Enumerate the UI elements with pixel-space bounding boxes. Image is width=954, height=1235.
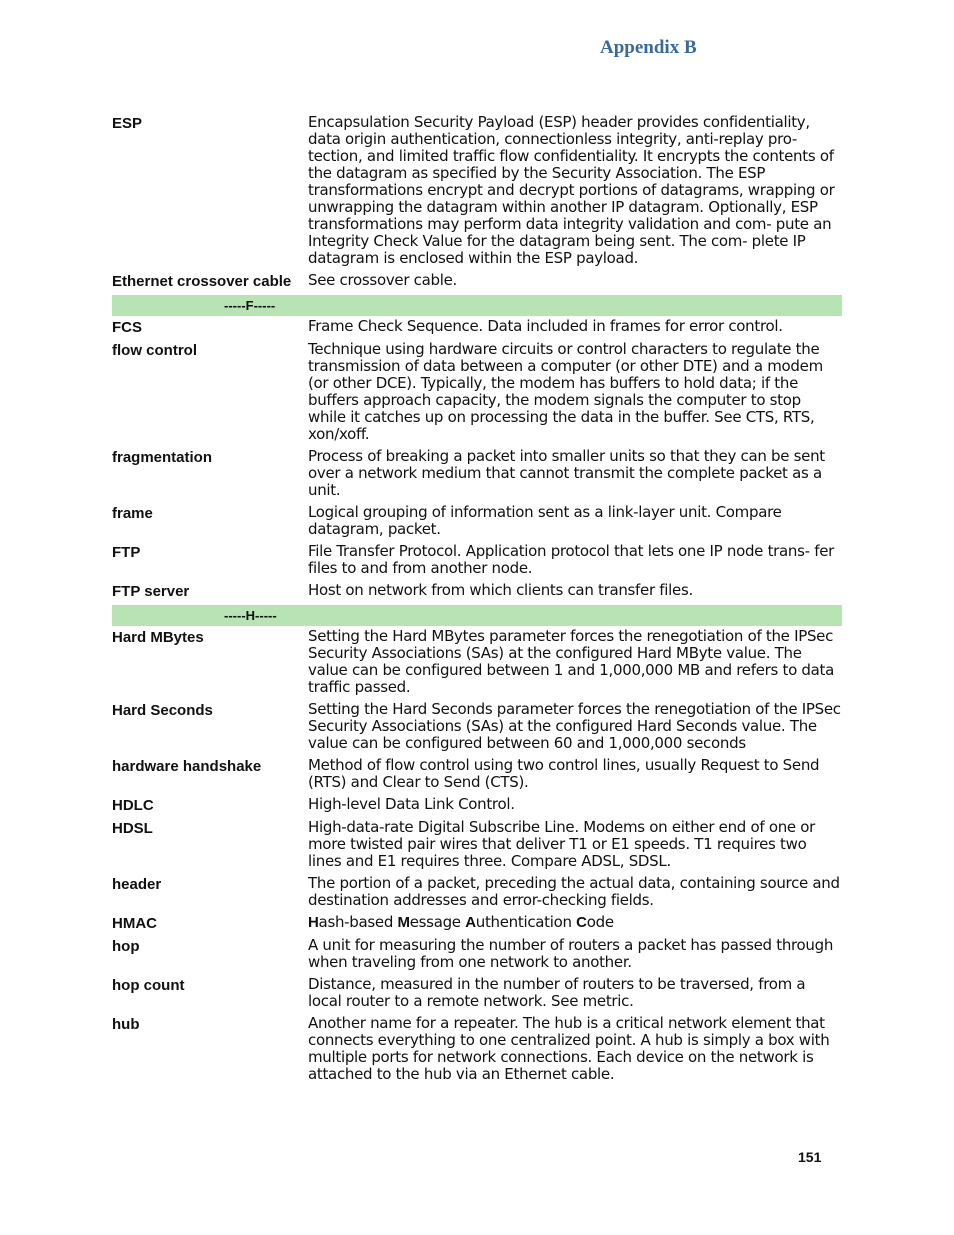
- glossary-entry: [112, 114, 842, 267]
- acronym-word-part: ode: [586, 913, 614, 931]
- glossary-entry: [112, 582, 842, 600]
- entry-term: header: [112, 876, 162, 893]
- entry-definition: Setting the Hard Seconds parameter forces the renegotiation of the IPSec Security Associations (SAs) at the configured Hard Seconds value. The value can be configured between 60 and 1,000,000 seconds: [308, 700, 841, 752]
- acronym-letter: M: [397, 914, 410, 931]
- glossary-entry: [112, 757, 842, 791]
- section-header-f: -----F-----: [112, 295, 842, 316]
- acronym-letter: H: [308, 914, 319, 931]
- glossary-entry: [112, 504, 842, 538]
- entry-term: Ethernet crossover cable: [112, 273, 292, 290]
- entry-definition: Process of breaking a packet into smaller units so that they can be sent over a network medium that cannot transmit the complete packet as a unit.: [308, 447, 825, 499]
- acronym-letter: A: [465, 914, 476, 931]
- entry-definition: High-level Data Link Control.: [308, 795, 515, 813]
- entry-definition: Method of flow control using two control lines, usually Request to Send (RTS) and Clear to Send (CTS).: [308, 756, 820, 791]
- entry-term: Hard Seconds: [112, 702, 213, 719]
- acronym-word-part: uthentication: [475, 913, 577, 931]
- entry-definition: Distance, measured in the number of routers to be traversed, from a local router to a remote network. See metric.: [308, 975, 806, 1010]
- entry-definition: Frame Check Sequence. Data included in frames for error control.: [308, 317, 783, 335]
- glossary-entry: [112, 448, 842, 499]
- entry-definition: See crossover cable.: [308, 271, 457, 289]
- entry-definition: Encapsulation Security Payload (ESP) header provides confidentiality, data origin authentication, connectionless integrity, anti-replay pro- tection, and limited traffic flow confidentiality. It encrypts the contents of the datagram as specified by the Security Association. The ESP transformations encrypt and decrypt portions of datagrams, wrapping or unwrapping the datagram within another IP datagram. Optionally, ESP transformations may perform data integrity validation and com- pute an Integrity Check Value for the datagram being sent. The com- plete IP datagram is enclosed within the ESP payload.: [308, 113, 835, 267]
- glossary-entry: [112, 628, 842, 696]
- glossary-entry: [112, 318, 842, 336]
- entry-term: hub: [112, 1016, 140, 1033]
- glossary-entry: [112, 1015, 842, 1083]
- entry-term: HDSL: [112, 820, 153, 837]
- page-number: 151: [798, 1149, 822, 1165]
- entry-term: Hard MBytes: [112, 629, 204, 646]
- entry-term: FCS: [112, 319, 142, 336]
- entry-term: hardware handshake: [112, 758, 262, 775]
- glossary-entry: [112, 341, 842, 443]
- glossary-entry: [112, 701, 842, 752]
- entry-term: HDLC: [112, 797, 154, 814]
- glossary-entry: [112, 796, 842, 814]
- glossary-entry: [112, 543, 842, 577]
- glossary-entries: [112, 114, 842, 1088]
- entry-term: ESP: [112, 115, 143, 132]
- entry-definition: Setting the Hard MBytes parameter forces the renegotiation of the IPSec Security Associations (SAs) at the configured Hard MByte value. The value can be configured between 1 and 1,000,000 MB and refers to data traffic passed.: [308, 627, 835, 696]
- appendix-title: Appendix B: [600, 37, 697, 58]
- acronym-letter: C: [576, 914, 587, 931]
- section-header-h: -----H-----: [112, 605, 842, 626]
- entry-term: FTP: [112, 544, 141, 561]
- entry-definition: High-data-rate Digital Subscribe Line. Modems on either end of one or more twisted pair wires that deliver T1 or E1 speeds. T1 requires two lines and E1 requires three. Compare ADSL, SDSL.: [308, 818, 816, 870]
- entry-term: hop: [112, 938, 140, 955]
- entry-definition: Another name for a repeater. The hub is a critical network element that connects everything to one centralized point. A hub is simply a box with multiple ports for network connections. Each device on the network is attached to the hub via an Ethernet cable.: [308, 1014, 830, 1083]
- glossary-entry: [112, 819, 842, 870]
- entry-definition: File Transfer Protocol. Application protocol that lets one IP node trans- fer files to and from another node.: [308, 542, 834, 577]
- acronym-word-part: ash-based: [318, 913, 398, 931]
- entry-term: flow control: [112, 342, 197, 359]
- glossary-entry: [112, 976, 842, 1010]
- entry-definition: [308, 914, 842, 932]
- entry-term: hop count: [112, 977, 185, 994]
- entry-definition: The portion of a packet, preceding the actual data, containing source and destination addresses and error-checking fields.: [308, 874, 840, 909]
- entry-term: HMAC: [112, 915, 157, 932]
- entry-term: frame: [112, 505, 153, 522]
- glossary-entry: [112, 272, 842, 290]
- glossary-entry: [112, 914, 842, 932]
- entry-definition: A unit for measuring the number of routers a packet has passed through when traveling from one network to another.: [308, 936, 834, 971]
- entry-definition: Host on network from which clients can transfer files.: [308, 581, 693, 599]
- entry-term: FTP server: [112, 583, 190, 600]
- glossary-entry: [112, 937, 842, 971]
- entry-term: fragmentation: [112, 449, 213, 466]
- glossary-entry: [112, 875, 842, 909]
- entry-definition: Logical grouping of information sent as a link-layer unit. Compare datagram, packet.: [308, 503, 782, 538]
- entry-definition: Technique using hardware circuits or control characters to regulate the transmission of data between a computer (or other DTE) and a modem (or other DCE). Typically, the modem has buffers to hold data; if the buffers approach capacity, the modem signals the computer to stop while it catches up on processing the data in the buffer. See CTS, RTS, xon/xoff.: [308, 340, 823, 443]
- acronym-word-part: essage: [409, 913, 466, 931]
